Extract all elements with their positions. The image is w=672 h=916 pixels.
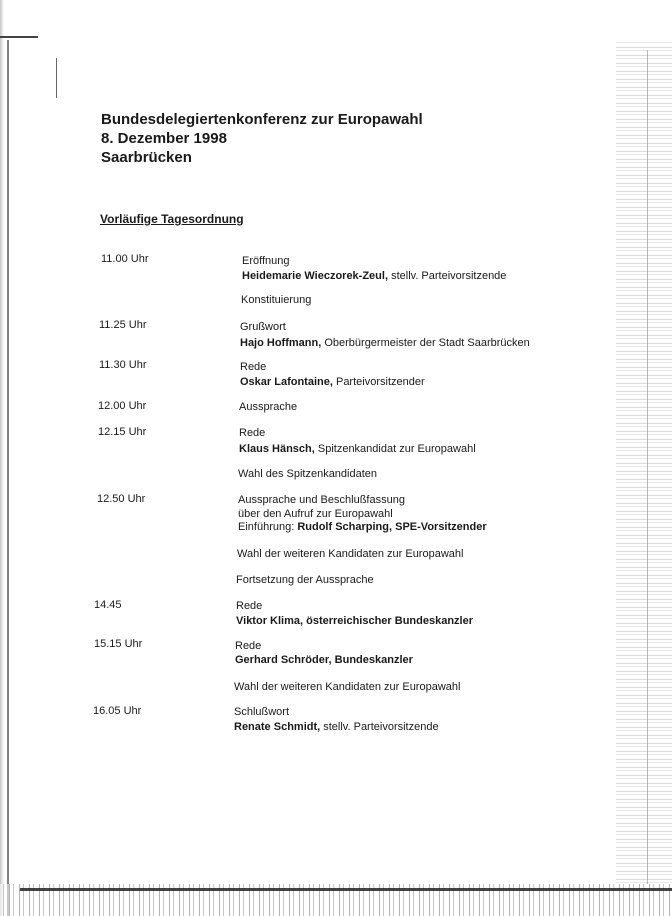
agenda-time: 16.05 Uhr bbox=[93, 705, 142, 717]
speaker-name: Gerhard Schröder, bbox=[235, 654, 332, 666]
title-date: 8. Dezember 1998 bbox=[101, 130, 227, 147]
agenda-item-label: Eröffnung bbox=[242, 255, 290, 267]
agenda-time: 12.15 Uhr bbox=[98, 426, 147, 438]
agenda-item-label: Grußwort bbox=[240, 321, 286, 333]
agenda-item-speaker bbox=[242, 270, 506, 282]
speaker-role: Bundeskanzler bbox=[331, 654, 413, 666]
speaker-role: österreichischer Bundeskanzler bbox=[303, 615, 474, 627]
speaker-name: Viktor Klima, bbox=[236, 615, 304, 627]
agenda-item-label: über den Aufruf zur Europawahl bbox=[238, 508, 393, 520]
scan-edge-line-bottom bbox=[20, 888, 672, 891]
agenda-heading: Vorläufige Tagesordnung bbox=[100, 212, 244, 226]
agenda-item-label: Konstituierung bbox=[241, 294, 312, 306]
speaker-role: Oberbürgermeister der Stadt Saarbrücken bbox=[321, 337, 530, 349]
agenda-item-speaker bbox=[240, 337, 530, 349]
speaker-name: Renate Schmidt, bbox=[234, 721, 321, 733]
agenda-item-speaker bbox=[238, 521, 487, 533]
speaker-role: Parteivorsitzender bbox=[332, 376, 425, 388]
agenda-item-label: Schlußwort bbox=[234, 706, 290, 718]
title-place: Saarbrücken bbox=[101, 149, 192, 166]
agenda-time: 15.15 Uhr bbox=[94, 638, 143, 650]
document-title bbox=[101, 110, 423, 167]
agenda-time: 11.00 Uhr bbox=[101, 253, 149, 265]
agenda-item-label: Aussprache und Beschlußfassung bbox=[238, 494, 405, 506]
speaker-prefix: Einführung: bbox=[238, 521, 298, 533]
agenda-item-label: Wahl der weiteren Kandidaten zur Europawahl bbox=[234, 681, 461, 693]
agenda-item-label: Aussprache bbox=[239, 401, 298, 413]
speaker-name: Klaus Hänsch, bbox=[239, 443, 315, 455]
speaker-name: Hajo Hoffmann, bbox=[240, 337, 322, 349]
agenda-item-label: Rede bbox=[236, 600, 263, 612]
agenda-item-label: Fortsetzung der Aussprache bbox=[236, 574, 374, 586]
scan-mark-tick bbox=[56, 58, 57, 98]
speaker-role: stellv. Parteivorsitzende bbox=[320, 721, 439, 733]
speaker-role: stellv. Parteivorsitzende bbox=[388, 270, 507, 282]
agenda-item-speaker bbox=[239, 443, 476, 455]
agenda-time: 12.50 Uhr bbox=[97, 493, 146, 505]
scan-edge-line-right bbox=[647, 50, 648, 884]
agenda-time: 14.45 bbox=[94, 599, 122, 611]
agenda-item-label: Rede bbox=[240, 361, 267, 373]
agenda-item-label: Wahl der weiteren Kandidaten zur Europawahl bbox=[237, 548, 464, 560]
scan-mark-top bbox=[0, 36, 38, 38]
scan-edge-line-left bbox=[7, 40, 9, 916]
speaker-name: Oskar Lafontaine, bbox=[240, 376, 333, 388]
scan-edge-shadow bbox=[0, 0, 4, 916]
title-conference: Bundesdelegiertenkonferenz zur Europawahl bbox=[101, 111, 423, 128]
speaker-role: SPE-Vorsitzender bbox=[392, 521, 487, 533]
agenda-item-speaker bbox=[235, 654, 413, 666]
agenda-time: 11.25 Uhr bbox=[99, 319, 147, 331]
agenda-item-label: Wahl des Spitzenkandidaten bbox=[238, 468, 378, 480]
agenda-item-speaker bbox=[240, 376, 425, 388]
speaker-name: Heidemarie Wieczorek-Zeul, bbox=[242, 270, 389, 282]
agenda-item-label: Rede bbox=[239, 427, 266, 439]
agenda-time: 11.30 Uhr bbox=[99, 359, 147, 371]
speaker-role: Spitzenkandidat zur Europawahl bbox=[314, 443, 476, 455]
speaker-name: Rudolf Scharping, bbox=[297, 521, 393, 533]
agenda-item-speaker bbox=[236, 615, 473, 627]
scan-noise-right bbox=[616, 40, 672, 884]
agenda-time: 12.00 Uhr bbox=[98, 400, 147, 412]
agenda-item-speaker bbox=[234, 721, 439, 733]
agenda-item-label: Rede bbox=[235, 640, 262, 652]
